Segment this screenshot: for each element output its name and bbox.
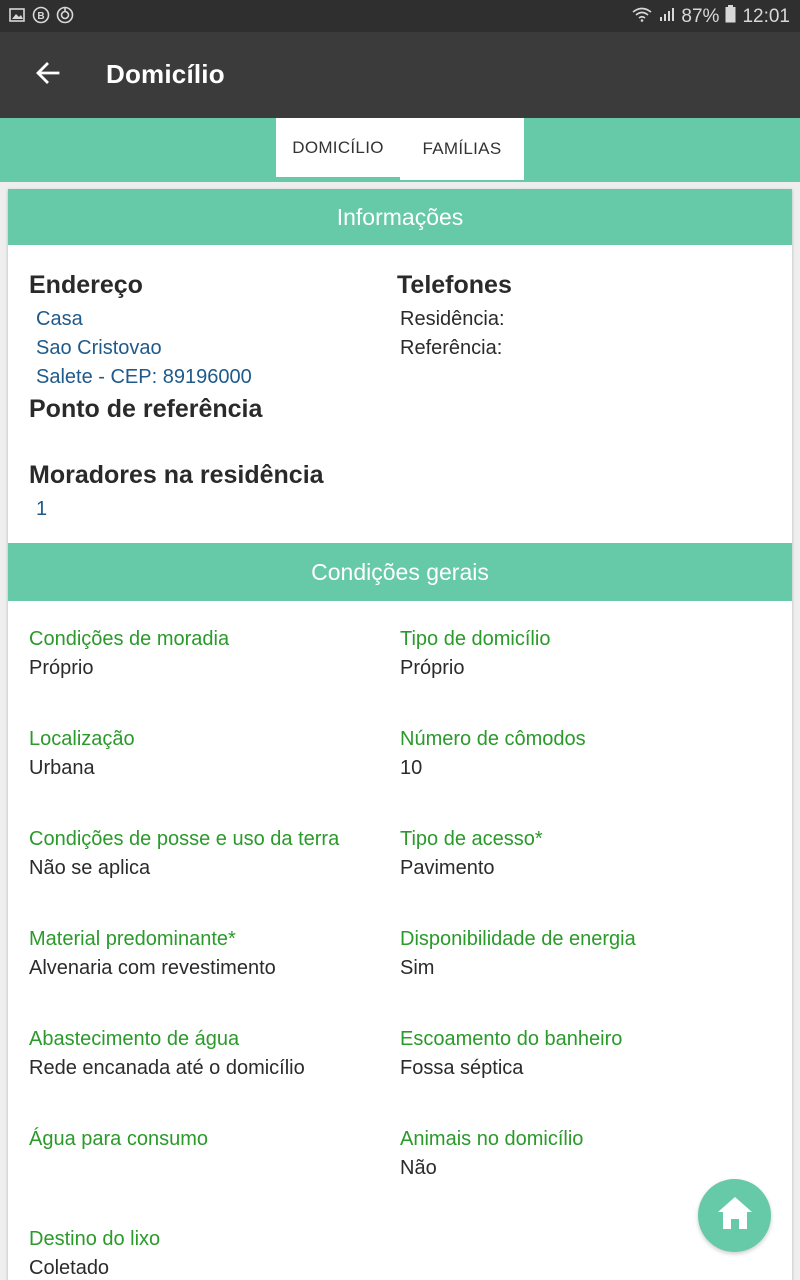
field-label: Animais no domicílio <box>400 1128 584 1150</box>
telefones-heading: Telefones <box>397 271 512 299</box>
field-value: Rede encanada até o domicílio <box>29 1057 305 1079</box>
telefone-referencia: Referência: <box>400 337 503 359</box>
moradores-heading: Moradores na residência <box>29 461 324 489</box>
status-bar <box>0 0 800 32</box>
battery-percent: 87% <box>681 6 720 27</box>
field-label: Número de cômodos <box>400 728 586 750</box>
tab-domicilio[interactable]: DOMICÍLIO <box>276 118 400 180</box>
field-value: Próprio <box>29 657 94 679</box>
home-button[interactable] <box>698 1179 771 1252</box>
page-title: Domicílio <box>106 59 225 89</box>
field-label: Abastecimento de água <box>29 1028 240 1050</box>
field-value: Não <box>400 1157 437 1179</box>
field-label: Tipo de domicílio <box>400 628 551 650</box>
field-label: Tipo de acesso* <box>400 828 543 850</box>
field-value: Coletado <box>29 1257 110 1279</box>
moradores-value: 1 <box>36 498 48 520</box>
field-value: Pavimento <box>400 857 495 879</box>
section-header-condicoes: Condições gerais <box>8 543 792 601</box>
svg-text:B: B <box>37 11 45 22</box>
tab-bar <box>276 118 524 180</box>
sync-icon <box>56 6 74 24</box>
section-header-informacoes: Informações <box>8 189 792 245</box>
signal-icon <box>659 6 675 28</box>
details-card <box>8 189 792 1280</box>
battery-icon <box>725 5 736 29</box>
field-value: Próprio <box>400 657 465 679</box>
status-bar-notifications <box>8 6 74 24</box>
b-badge-icon <box>32 6 50 24</box>
telefone-residencia: Residência: <box>400 308 505 330</box>
app-bar <box>0 32 800 118</box>
field-value: Não se aplica <box>29 857 151 879</box>
field-value: 10 <box>400 757 423 779</box>
field-label: Escoamento do banheiro <box>400 1028 623 1050</box>
tab-familias[interactable]: FAMÍLIAS <box>422 139 502 158</box>
field-label: Localização <box>29 728 135 750</box>
field-label: Condições de moradia <box>29 628 230 650</box>
image-icon <box>8 6 26 24</box>
endereco-line: Sao Cristovao <box>36 337 162 359</box>
endereco-line: Salete - CEP: 89196000 <box>36 366 252 388</box>
endereco-line: Casa <box>36 308 83 330</box>
field-value: Fossa séptica <box>400 1057 524 1079</box>
wifi-icon <box>631 6 653 28</box>
field-value: Alvenaria com revestimento <box>29 957 276 979</box>
field-value: Sim <box>400 957 435 979</box>
clock: 12:01 <box>742 6 790 27</box>
endereco-heading: Endereço <box>29 271 143 299</box>
arrow-back-icon <box>35 60 61 91</box>
field-label: Água para consumo <box>29 1128 209 1150</box>
field-value: Urbana <box>29 757 95 779</box>
field-label: Condições de posse e uso da terra <box>29 828 340 850</box>
home-icon <box>716 1195 754 1236</box>
back-button[interactable] <box>30 57 66 93</box>
tab-strip <box>0 118 800 182</box>
ponto-referencia-heading: Ponto de referência <box>29 395 263 423</box>
status-bar-system <box>631 5 790 29</box>
field-label: Destino do lixo <box>29 1228 161 1250</box>
field-label: Disponibilidade de energia <box>400 928 636 950</box>
field-label: Material predominante* <box>29 928 236 950</box>
